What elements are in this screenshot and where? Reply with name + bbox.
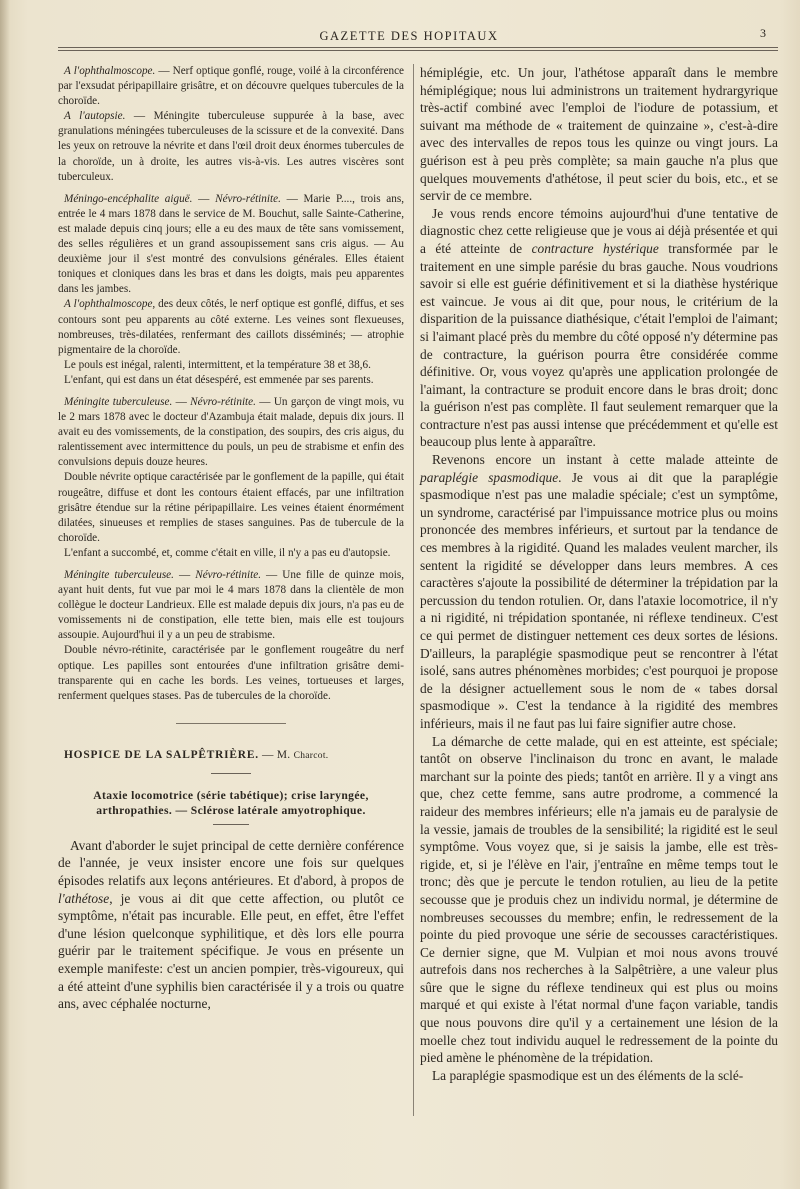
case-paragraph bbox=[58, 568, 404, 643]
case-paragraph bbox=[58, 395, 404, 470]
dash: — bbox=[173, 569, 196, 581]
heading-rule bbox=[211, 773, 251, 774]
lecture-title-text: Ataxie locomotrice (série tabétique); crise laryngée, arthropathies. — Sclérose latérale amyotrophique. bbox=[93, 788, 369, 817]
paragraph bbox=[420, 205, 778, 451]
dash: — bbox=[192, 192, 216, 205]
paragraph-text: Je vous rends encore témoins aujourd'hui d'une tentative de diagnostic chez cette religieuse que je vous ai déjà présentée et qui a été atteinte de bbox=[420, 205, 778, 256]
section-heading bbox=[58, 749, 404, 761]
section-ornament bbox=[58, 718, 404, 729]
paragraph-text: — Un garçon de vingt mois, vu le 2 mars 1878 avec le docteur d'Azambuja était malade, depuis dix jours. Il avait eu des vomissements, de la constipation, des soupirs, des cris aigus, du ralentissement avec intermittence du pouls, un peu de strabisme et enfin des convulsions depuis douze heures. bbox=[58, 395, 405, 469]
paragraph-text: transformée par le traitement en une simple parésie du bras gauche. Nous voudrions savoir si elle est guérie définitivement et si la diathèse hystérique est vaincue. Je vous ai dit que, pour nous, le critérium de la disparition de la puissance diathésique, c'était l'emploi de l'aimant; si l'aimant placé près du membre du côté opposé n'y détermine pas de contracture, la guérison pourra être considérée comme définitive. Or, vous voyez qu'après une application prolongée de l'aimant, la contracture se produit encore dans le bras droit; donc la guérison n'est pas complète. Il faut seulement remarquer que la contracture n'est pas aussi intense que précédemment et qu'elle est beaucoup plus lente à apparaître. bbox=[420, 240, 778, 450]
case-title: Méningite tuberculeuse. bbox=[64, 569, 174, 581]
paragraph-text: Avant d'aborder le sujet principal de cette dernière conférence de l'année, je veux insister encore une fois sur quelques épisodes relatifs aux leçons antérieures. Et d'abord, à propos de bbox=[58, 837, 404, 889]
paragraph-text: — Nerf optique gonflé, rouge, voilé à la circonférence par l'exsudat péripapillaire grisâtre, et on découvre quelques tubercules de la choroïde. bbox=[58, 65, 405, 108]
lecture-title bbox=[58, 788, 404, 825]
case-paragraph bbox=[58, 192, 404, 298]
paragraph bbox=[58, 64, 404, 109]
case-title: Méningo-encéphalite aiguë. bbox=[64, 192, 193, 205]
paragraph: hémiplégie, etc. Un jour, l'athétose apparaît dans le membre hémiplégique; nous lui administrons un traitement hydrargyrique très-actif combiné avec l'emploi de l'iodure de potassium, et suivant ma méthode de « traitement de quinzaine », c'est-à-dire avec des intervalles de repos tous les quinze ou vingt jours. La guérison est à peu près complète; sa main gauche n'a plus que quelques mouvements d'athétose, il peut scier du bois, etc., et se servir de ce membre. bbox=[420, 65, 778, 204]
italic-lead: A l'ophthalmoscope. bbox=[64, 65, 156, 77]
italic-term: contracture hystérique bbox=[531, 240, 659, 256]
column-separator bbox=[413, 64, 414, 1116]
paragraph bbox=[58, 297, 404, 357]
italic-term: l'athétose bbox=[58, 890, 110, 906]
paragraph: La paraplégie spasmodique est un des éléments de la sclé- bbox=[432, 1067, 744, 1083]
case-subtitle: Névro-rétinite. bbox=[215, 192, 281, 205]
journal-title: GAZETTE DES HOPITAUX bbox=[319, 29, 499, 43]
case-subtitle: Névro-rétinite. bbox=[195, 569, 261, 581]
case-title: Méningite tuberculeuse. bbox=[64, 395, 173, 408]
paragraph: Double névro-rétinite, caractérisée par le gonflement rougeâtre du nerf optique. Les papilles sont entourées d'une infiltration grisâtre demi-transparente qui en cache les bords. Les veines, tortueuses et larges, renferment quelques stases. Pas de tubercules de la choroïde. bbox=[58, 644, 404, 702]
paragraph-text: des deux côtés, le nerf optique est gonflé, diffus, et ses contours sont peu apparents au côté externe. Les veines sont flexueuses, nombreuses, très-dilatées, renfermant des caillots disséminés; — atrophie pigmentaire de la choroïde. bbox=[58, 298, 404, 356]
page-edge-shadow bbox=[0, 0, 10, 1189]
hospital-name: HOSPICE DE LA SALPÊTRIÈRE. bbox=[64, 748, 259, 761]
paragraph-text: — Une fille de quinze mois, ayant huit dents, fut vue par moi le 4 mars 1878 dans la clientèle de mon collègue le docteur Landrieux. Elle est malade depuis dix jours, n'a pas eu de vomissements ni de constipation, elle tette bien, mais elle est toujours assoupie. Aujourd'hui il y a un peu de strabisme. bbox=[58, 569, 405, 642]
paragraph: L'enfant, qui est dans un état désespéré, est emmenée par ses parents. bbox=[64, 373, 374, 386]
header-rule-double bbox=[58, 50, 778, 51]
title-rule bbox=[213, 824, 249, 825]
dash: — bbox=[172, 395, 191, 408]
paragraph-text: . Je vous ai dit que la paraplégie spasmodique n'est pas une maladie spéciale; c'est un symptôme, un syndrome, caractérisé par l'impuissance motrice plus ou moins prononcée des membres inférieurs, et surtout par la tendance de ces membres à la rigidité. Quand les malades veulent marcher, ils sentent la rigidité se développer dans leurs membres. A ces caractères s'ajoute la possibilité de déterminer la trépidation par la percussion du tendon rotulien. Or, dans l'ataxie locomotrice, il n'y a ni rigidité, ni trépidation spontanée, ni réflexe tendineux. C'est ce qui permet de distinguer nettement ces deux sortes de lésions. D'ailleurs, la paraplégie spasmodique peut se rencontrer à l'état isolé, sans autres phénomènes morbides; c'est pourquoi je propose de la désigner actuellement sous le nom de « tabes dorsal spasmodique ». C'est la tendance à la rigidité des membres inférieurs, mais il ne faut pas lui faire signifier autre chose. bbox=[420, 469, 778, 731]
paragraph bbox=[58, 837, 404, 1013]
paragraph-text: — Méningite tuberculeuse suppurée à la base, avec granulations méningées tuberculeuses de la scissure et de la convexité. Dans les yeux on retrouve la névrite et dans l'œil droit deux énormes tubercules de la choroïde, un à droite, les autres vis-à-vis. Les autres viscères sont tuberculeux. bbox=[58, 110, 405, 183]
page-number: 3 bbox=[760, 26, 766, 40]
paragraph: L'enfant a succombé, et, comme c'était en ville, il n'y a pas eu d'autopsie. bbox=[64, 546, 391, 559]
paragraph: Double névrite optique caractérisée par le gonflement de la papille, qui était rougeâtre, diffuse et dont les contours étaient effacés, par une infiltration grisâtre étendue sur la rétine péripapillaire. Les veines étaient énormément dilatées, sinueuses et remplies de stases sanguines. Pas de tubercule de la choroïde. bbox=[58, 471, 404, 544]
right-column bbox=[420, 64, 778, 1084]
author-name: Charcot. bbox=[293, 750, 329, 761]
left-column bbox=[58, 64, 404, 1013]
paragraph: La démarche de cette malade, qui en est atteinte, est spéciale; tantôt on observe l'inclinaison du tronc en avant, le malade marchant sur la pointe des pieds; tantôt en arrière. Il y a vingt ans que, chez cette femme, sans autre prodrome, a commencé la raideur des membres inférieurs; elle n'a jamais eu de paralysie de la vessie, jamais de troubles de la sensibilité; la rigidité est le seul symptôme. Vous voyez que, si je saisis la jambe, elle est très-rigide, et, si je l'élève en l'air, j'entraîne en même temps tout le tronc; dès que je percute le tendon rotulien, au lieu de la petite secousse que je produis chez un individu normal, je détermine de nombreuses secousses du membre; enfin, le redressement de la pointe du pied provoque une série de secousses caractéristiques. Ce dernier signe, que M. Vulpian et moi nous avons trouvé autrefois dans nos recherches à la Salpêtrière, a une valeur plus sûre que le signe du réflexe tendineux qui est plus ou moins marqué et qui existe à l'état normal d'une façon variable, tandis que nous pouvons dire qu'il y a certainement une lésion de la moelle chez tout individu auquel le redressement de la pointe du pied amène le phénomène de la trépidation. bbox=[420, 733, 778, 1066]
paragraph bbox=[420, 451, 778, 733]
italic-term: paraplégie spasmodique bbox=[420, 469, 559, 485]
page-header bbox=[40, 26, 778, 52]
paragraph-text: Revenons encore un instant à cette malade atteinte de bbox=[432, 452, 778, 468]
italic-lead: A l'ophthalmoscope, bbox=[64, 298, 156, 311]
case-reports bbox=[58, 64, 404, 704]
lecture-body bbox=[58, 837, 404, 1013]
paragraph-text: — Marie P...., trois ans, entrée le 4 mars 1878 dans le service de M. Bouchut, salle Sainte-Catherine, est malade depuis cinq jours; elle a eu des maux de tête sans vomissement, des selles régulières et un grand assoupissement sans cris aigus. — Au deuxième jour il s'est montré des convulsions générales. Elles étaient toniques et cloniques dans les bras et dans les doigts, mais peu apparentes dans les jambes. bbox=[58, 192, 405, 296]
paragraph bbox=[58, 109, 404, 184]
header-rule bbox=[58, 47, 778, 48]
heading-separator: — M. bbox=[258, 748, 294, 761]
paragraph: Le pouls est inégal, ralenti, intermittent, et la température 38 et 38,6. bbox=[64, 358, 371, 371]
italic-lead: A l'autopsie. bbox=[64, 110, 126, 123]
case-subtitle: Névro-rétinite. bbox=[190, 395, 256, 408]
paragraph-text: , je vous ai dit que cette affection, ou plutôt ce symptôme, n'était pas incurable. Elle peut, en effet, être l'effet d'une lésion quelconque syphilitique, et dès lors elle pourra guérir par le traitement spécifique. Je vous en présente un exemple manifeste: c'est un ancien pompier, très-vigoureux, qui a été atteint d'une syphilis bien caractérisée il y a trois ou quatre ans, avec céphalée nocturne, bbox=[58, 890, 404, 1012]
